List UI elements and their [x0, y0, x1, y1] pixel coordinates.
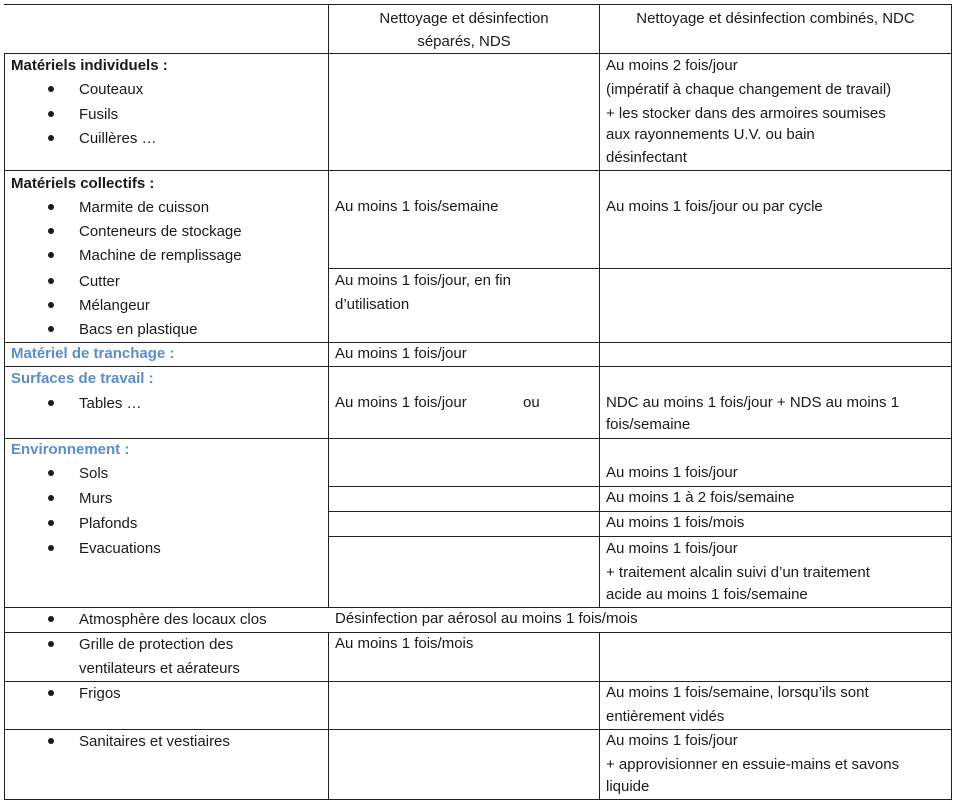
list-item: Sanitaires et vestiaires — [79, 733, 230, 750]
bullet-icon — [48, 470, 54, 476]
grid-line — [4, 170, 952, 171]
bullet-icon — [48, 545, 54, 551]
list-item: Mélangeur — [79, 297, 150, 314]
ndc-value: fois/semaine — [606, 416, 691, 433]
list-item: Fusils — [79, 106, 119, 123]
bullet-icon — [48, 228, 54, 234]
list-item: Tables … — [79, 395, 142, 412]
header-ndc: Nettoyage et désinfection combinés, NDC — [636, 10, 915, 27]
list-item: Atmosphère des locaux clos — [79, 611, 267, 628]
nds-value: Au moins 1 fois/semaine — [335, 198, 499, 215]
grid-line — [4, 799, 952, 800]
ndc-value: Au moins 2 fois/jour — [606, 57, 738, 74]
header-nds-line1: Nettoyage et désinfection — [379, 10, 549, 27]
bullet-icon — [48, 252, 54, 258]
bullet-icon — [48, 690, 54, 696]
nds-value: Au moins 1 fois/jour — [335, 345, 467, 362]
grid-line — [4, 4, 952, 5]
ndc-value: + les stocker dans des armoires soumises — [606, 105, 886, 122]
nds-value: d’utilisation — [335, 296, 410, 313]
list-item: Plafonds — [79, 515, 138, 532]
section-title-individuels: Matériels individuels : — [11, 57, 168, 74]
grid-line — [4, 53, 5, 800]
list-item: Sols — [79, 465, 109, 482]
ndc-value: entièrement vidés — [606, 708, 725, 725]
ndc-value: + traitement alcalin suivi d’un traitement — [606, 564, 870, 581]
bullet-icon — [48, 111, 54, 117]
bullet-icon — [48, 616, 54, 622]
ndc-value: acide au moins 1 fois/semaine — [606, 586, 808, 603]
section-title-environnement: Environnement : — [11, 441, 130, 458]
header-nds-line2: séparés, NDS — [417, 33, 511, 50]
list-item: ventilateurs et aérateurs — [79, 660, 240, 677]
ndc-value: aux rayonnements U.V. ou bain — [606, 126, 815, 143]
ndc-value: Au moins 1 fois/semaine, lorsqu’ils sont — [606, 684, 869, 701]
bullet-icon — [48, 278, 54, 284]
list-item: Frigos — [79, 685, 121, 702]
ndc-value: (impératif à chaque changement de travail) — [606, 81, 892, 98]
grid-line — [599, 632, 600, 800]
ndc-value: Au moins 1 fois/jour — [606, 732, 738, 749]
bullet-icon — [48, 86, 54, 92]
nds-value: Désinfection par aérosol au moins 1 fois/mois — [335, 610, 638, 627]
ndc-value: Au moins 1 fois/jour — [606, 464, 738, 481]
list-item: Cutter — [79, 273, 120, 290]
bullet-icon — [48, 641, 54, 647]
ndc-value: Au moins 1 à 2 fois/semaine — [606, 489, 795, 506]
bullet-icon — [48, 302, 54, 308]
ndc-value: liquide — [606, 778, 650, 795]
ndc-value: Au moins 1 fois/jour — [606, 540, 738, 557]
section-title-collectifs: Matériels collectifs : — [11, 175, 155, 192]
bullet-icon — [48, 495, 54, 501]
bullet-icon — [48, 400, 54, 406]
list-item: Conteneurs de stockage — [79, 223, 242, 240]
grid-line — [951, 4, 952, 800]
bullet-icon — [48, 204, 54, 210]
list-item: Bacs en plastique — [79, 321, 198, 338]
ndc-value: Au moins 1 fois/jour ou par cycle — [606, 198, 823, 215]
ndc-value: Au moins 1 fois/mois — [606, 514, 745, 531]
bullet-icon — [48, 738, 54, 744]
ndc-value: NDC au moins 1 fois/jour + NDS au moins 1 — [606, 394, 900, 411]
nds-connector: ou — [523, 394, 540, 411]
grid-line — [599, 4, 600, 607]
ndc-value: + approvisionner en essuie-mains et savons — [606, 756, 900, 773]
ndc-value: désinfectant — [606, 149, 687, 166]
nds-value: Au moins 1 fois/jour, en fin — [335, 272, 511, 289]
section-title-surfaces: Surfaces de travail : — [11, 370, 154, 387]
list-item: Couteaux — [79, 81, 144, 98]
list-item: Evacuations — [79, 540, 161, 557]
bullet-icon — [48, 135, 54, 141]
nds-value: Au moins 1 fois/mois — [335, 635, 474, 652]
list-item: Cuillères … — [79, 130, 157, 147]
grid-line — [328, 632, 329, 800]
nds-value: Au moins 1 fois/jour — [335, 394, 467, 411]
list-item: Marmite de cuisson — [79, 199, 210, 216]
list-item: Machine de remplissage — [79, 247, 242, 264]
list-item: Murs — [79, 490, 113, 507]
bullet-icon — [48, 520, 54, 526]
bullet-icon — [48, 326, 54, 332]
grid-line — [4, 438, 952, 439]
section-title-tranchage: Matériel de tranchage : — [11, 345, 175, 362]
grid-line — [328, 4, 329, 607]
list-item: Grille de protection des — [79, 636, 234, 653]
